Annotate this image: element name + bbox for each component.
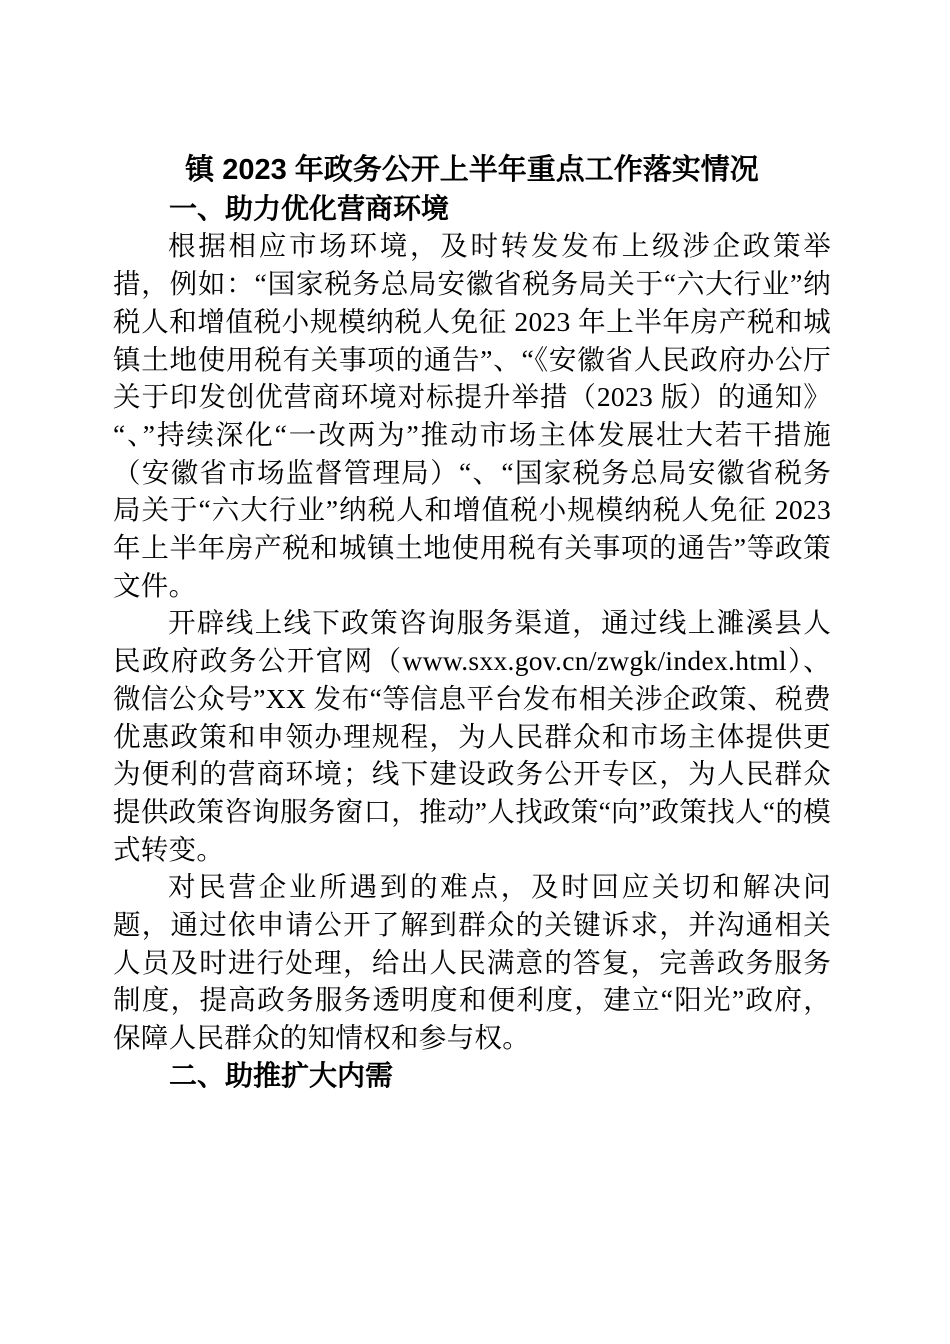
section-2-heading: 二、助推扩大内需 — [169, 1059, 394, 1091]
section-1-paragraph-2: 开辟线上线下政策咨询服务渠道，通过线上濉溪县人民政府政务公开官网（www.sxx.gov.cn/zwgk/index.html）、微信公众号”XX 发布“等信息平台发布相关涉企政策、税费优惠政策和申领办理规程，为人民群众和市场主体提供更为便利的营商环境；线下建设政务公开专区，为人民群众提供政策咨询服务窗口，推动”人找政策“向”政策找人“的模式转变。 — [113, 607, 831, 865]
section-1-paragraph-1: 根据相应市场环境，及时转发发布上级涉企政策举措，例如：“国家税务总局安徽省税务局关于“六大行业”纳税人和增值税小规模纳税人免征 2023 年上半年房产税和城镇土地使用税有关事项的通告”、“《安徽省人民政府办公厅关于印发创优营商环境对标提升举措（2023 版）的通知》“、”持续深化“一改两为”推动市场主体发展壮大若干措施（安徽省市场监督管理局）“、“国家税务总局安徽省税务局关于“六大行业”纳税人和增值税小规模纳税人免征 2023 年上半年房产税和城镇土地使用税有关事项的通告”等政策文件。 — [113, 230, 831, 601]
section-1-heading: 一、助力优化营商环境 — [169, 192, 450, 224]
section-1-paragraph-3: 对民营企业所遇到的难点，及时回应关切和解决问题，通过依申请公开了解到群众的关键诉求，并沟通相关人员及时进行处理，给出人民满意的答复，完善政务服务制度，提高政务服务透明度和便利度，建立“阳光”政府，保障人民群众的知情权和参与权。 — [113, 871, 831, 1054]
document-title: 镇 2023 年政务公开上半年重点工作落实情况 — [185, 154, 759, 186]
